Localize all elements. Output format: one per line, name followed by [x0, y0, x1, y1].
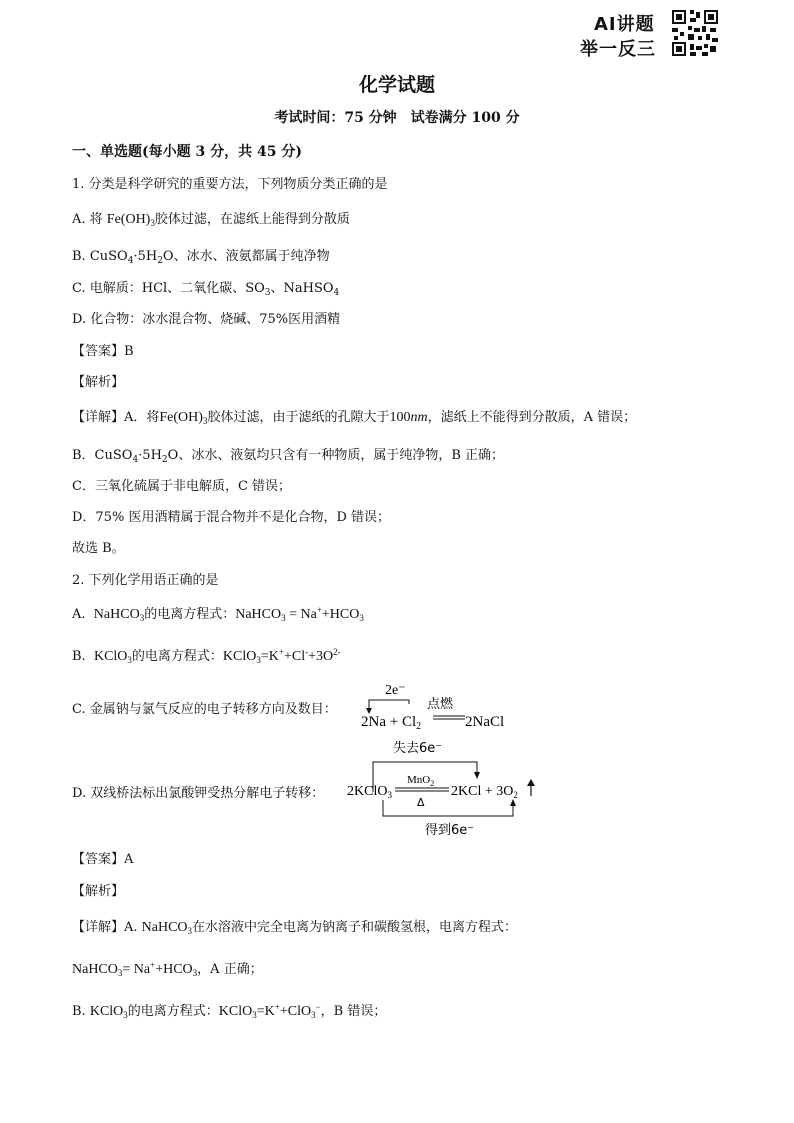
page-title: 化学试题 [358, 74, 435, 96]
q2-analysis-label: 【解析】 [72, 884, 125, 899]
q2-answer: 【答案】A [72, 852, 134, 867]
svg-text:2KCl + 3O2: $2KCl + 3O_2$ [451, 784, 518, 800]
svg-text:MnO2: MnO$_2$ [407, 774, 435, 788]
exam-info: 考试时间：75 分钟 试卷满分 100 分 [274, 110, 520, 126]
gain-electrons: 得到6e⁻ [425, 823, 475, 838]
q1-detail-b: B．$CuSO_4\cdot 5H_2O$、冰水、液氨均只含有一种物质，属于纯净物，B 正确； [72, 448, 505, 465]
svg-text:Δ: Δ [417, 796, 425, 809]
q1-answer: 【答案】B [72, 344, 134, 359]
q2-detail-a-equation: NaHCO$_3$= $Na^++HCO_3$，A 正确； [72, 960, 263, 978]
svg-text:2NaCl: 2NaCl [465, 714, 505, 730]
q1-conclusion: 故选 B。 [72, 541, 125, 556]
q2-option-a: A. NaHCO$_3$的电离方程式：NaHCO$_3$ = $Na^++HCO_3$ [72, 605, 364, 623]
q1-detail-a: 【详解】A．将$Fe(OH)_3$胶体过滤，由于滤纸的孔隙大于100nm，滤纸上不能得到分散质，A 错误； [72, 410, 637, 426]
q2-detail-b: B. KClO$_3$的电离方程式：KClO$_3$=K++ClO$_3$−，B 错误； [72, 1002, 387, 1020]
section-heading: 一、单选题(每小题 3 分，共 45 分) [72, 144, 302, 160]
q1-option-b: B. $CuSO_4\cdot 5H_2O$、冰水、液氨都属于纯净物 [72, 249, 330, 266]
q1-option-c: C. 电解质：HCl、二氧化碳、$SO_3$、NaHSO$_4$ [72, 281, 340, 298]
svg-text:2KClO3: 2KClO$_3$ [347, 784, 392, 800]
equation: $KClO_3=K^++Cl^-+3O^{2-}$ [222, 647, 341, 665]
lose-electrons: 失去6e⁻ [393, 741, 443, 756]
qr-code-icon [670, 8, 720, 58]
svg-text:2Na + Cl2: $2Na + Cl_2$ [361, 714, 422, 730]
q2-option-c: C. 金属钠与氯气反应的电子转移方向及数目： [72, 702, 337, 717]
formula-feoh3: $Fe(OH)_3$ [106, 212, 155, 228]
q1-stem: 1. 分类是科学研究的重要方法，下列物质分类正确的是 [72, 177, 388, 192]
double-bridge-diagram-d [345, 738, 545, 840]
badge-line-2: 举一反三 [580, 39, 656, 60]
q2-stem: 2. 下列化学用语正确的是 [72, 573, 219, 588]
q2-option-b: B. KClO$_3$的电离方程式：$KClO_3=K^++Cl^-+3O^{2-}$ [72, 647, 341, 665]
q1-option-d: D. 化合物：冰水混合物、烧碱、75%医用酒精 [72, 312, 341, 327]
q1-option-a: A. 将 $Fe(OH)_3$胶体过滤，在滤纸上能得到分散质 [72, 212, 350, 228]
reaction-condition: 点燃 [427, 697, 454, 712]
q2-detail-a: 【详解】A. NaHCO$_3$在水溶液中完全电离为钠离子和碳酸氢根，电离方程式： [72, 920, 518, 936]
electron-transfer-diagram-c [355, 680, 525, 730]
q2-option-d: D. 双线桥法标出氯酸钾受热分解电子转移： [72, 786, 325, 801]
ai-badge [580, 8, 725, 60]
q1-analysis-label: 【解析】 [72, 375, 125, 390]
badge-line-1: AI讲题 [594, 14, 655, 35]
q1-detail-d: D．75% 医用酒精属于混合物并不是化合物，D 错误； [72, 510, 391, 525]
electron-count: 2e⁻ [385, 683, 406, 698]
q1-detail-c: C．三氧化硫属于非电解质，C 错误； [72, 479, 292, 494]
equation: NaHCO$_3$ = $Na^++HCO_3$ [235, 605, 364, 623]
